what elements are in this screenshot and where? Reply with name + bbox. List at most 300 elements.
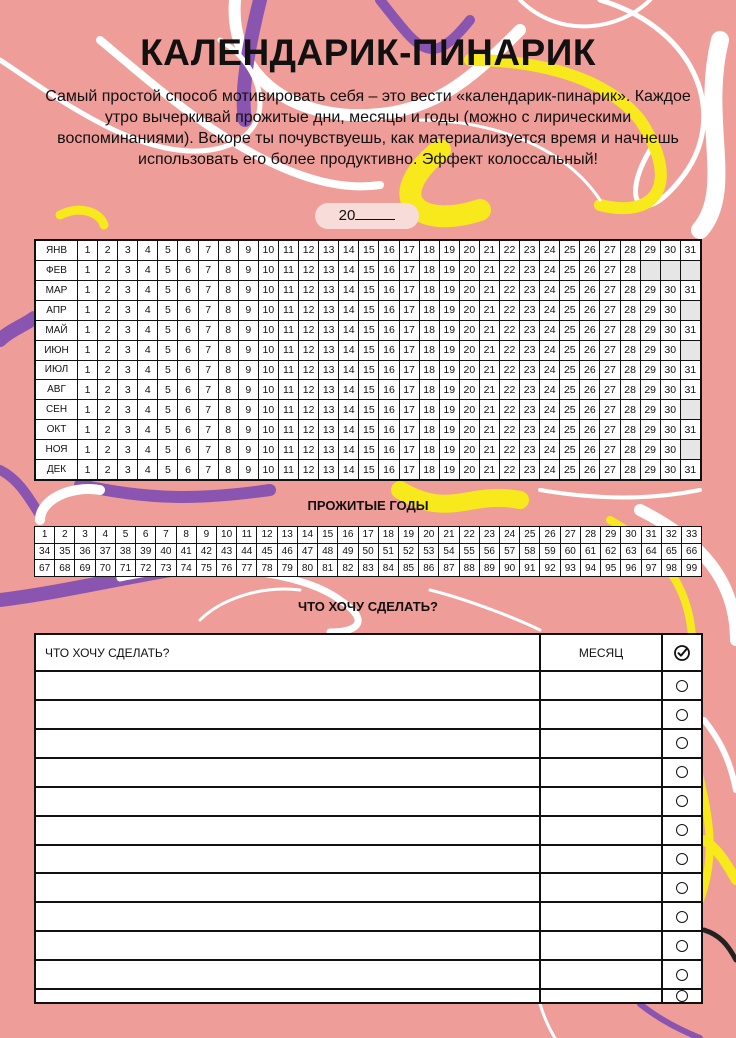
day-cell[interactable]: 9: [239, 321, 259, 340]
day-cell[interactable]: 16: [379, 321, 399, 340]
year-cell[interactable]: 93: [561, 560, 581, 576]
day-cell[interactable]: 29: [641, 460, 661, 479]
day-cell[interactable]: 8: [219, 341, 239, 360]
day-cell[interactable]: 9: [239, 460, 259, 479]
year-cell[interactable]: 57: [500, 544, 520, 560]
day-cell[interactable]: 22: [500, 420, 520, 439]
day-cell[interactable]: 4: [138, 460, 158, 479]
day-cell[interactable]: 22: [500, 440, 520, 459]
day-cell[interactable]: 18: [420, 380, 440, 399]
year-cell[interactable]: 33: [686, 529, 698, 541]
day-cell[interactable]: 2: [98, 341, 118, 360]
day-cell[interactable]: 17: [400, 361, 420, 380]
todo-task-cell[interactable]: [36, 788, 541, 815]
year-cell[interactable]: 12: [257, 527, 277, 543]
day-cell[interactable]: 14: [339, 420, 359, 439]
day-cell[interactable]: 19: [440, 261, 460, 280]
day-cell[interactable]: 27: [600, 400, 620, 419]
day-cell[interactable]: 14: [339, 380, 359, 399]
day-cell[interactable]: 12: [299, 420, 319, 439]
day-cell[interactable]: 12: [299, 380, 319, 399]
day-cell[interactable]: 8: [219, 281, 239, 300]
day-cell[interactable]: 2: [98, 420, 118, 439]
day-cell[interactable]: 3: [118, 261, 138, 280]
day-cell[interactable]: 15: [359, 241, 379, 260]
day-cell[interactable]: 22: [500, 460, 520, 479]
day-cell[interactable]: 16: [379, 400, 399, 419]
day-cell[interactable]: 26: [580, 420, 600, 439]
day-cell[interactable]: 4: [138, 420, 158, 439]
year-cell[interactable]: 67: [35, 560, 55, 576]
day-cell[interactable]: 24: [540, 361, 560, 380]
todo-month-cell[interactable]: [541, 788, 663, 815]
day-cell[interactable]: 21: [480, 361, 500, 380]
day-cell[interactable]: 15: [359, 361, 379, 380]
year-cell[interactable]: 61: [581, 544, 601, 560]
todo-check-cell[interactable]: [663, 730, 701, 757]
year-cell[interactable]: 47: [298, 544, 318, 560]
day-cell[interactable]: 7: [199, 281, 219, 300]
year-cell[interactable]: 56: [480, 544, 500, 560]
day-cell[interactable]: 11: [279, 440, 299, 459]
todo-task-cell[interactable]: [36, 730, 541, 757]
day-cell[interactable]: 25: [560, 301, 580, 320]
day-cell[interactable]: 2: [98, 361, 118, 380]
day-cell[interactable]: 30: [661, 400, 681, 419]
day-cell[interactable]: 12: [299, 460, 319, 479]
year-cell[interactable]: 92: [540, 560, 560, 576]
todo-task-cell[interactable]: [36, 701, 541, 728]
day-cell[interactable]: 3: [118, 420, 138, 439]
day-cell[interactable]: 26: [580, 261, 600, 280]
day-cell[interactable]: 15: [359, 301, 379, 320]
day-cell[interactable]: 27: [600, 301, 620, 320]
day-cell[interactable]: 5: [158, 261, 178, 280]
day-cell[interactable]: 11: [279, 380, 299, 399]
day-cell[interactable]: 28: [621, 460, 641, 479]
year-cell[interactable]: 77: [237, 560, 257, 576]
year-cell[interactable]: 27: [561, 527, 581, 543]
day-cell[interactable]: 4: [138, 400, 158, 419]
day-cell[interactable]: 13: [319, 301, 339, 320]
year-cell[interactable]: 40: [156, 544, 176, 560]
day-cell[interactable]: 17: [400, 261, 420, 280]
day-cell[interactable]: 30: [661, 321, 681, 340]
day-cell[interactable]: 28: [621, 440, 641, 459]
day-cell[interactable]: 17: [400, 440, 420, 459]
year-cell[interactable]: 69: [75, 560, 95, 576]
day-cell[interactable]: 20: [460, 261, 480, 280]
day-cell[interactable]: 28: [621, 380, 641, 399]
day-cell[interactable]: 5: [158, 321, 178, 340]
year-cell[interactable]: 4: [96, 527, 116, 543]
day-cell[interactable]: 3: [118, 321, 138, 340]
year-cell[interactable]: 64: [642, 544, 662, 560]
day-cell[interactable]: 10: [259, 341, 279, 360]
day-cell[interactable]: 27: [600, 341, 620, 360]
day-cell[interactable]: 18: [420, 361, 440, 380]
todo-task-cell[interactable]: [36, 903, 541, 930]
day-cell[interactable]: 8: [219, 440, 239, 459]
day-cell[interactable]: 9: [239, 261, 259, 280]
day-cell[interactable]: 18: [420, 420, 440, 439]
day-cell[interactable]: 21: [480, 400, 500, 419]
day-cell[interactable]: 14: [339, 301, 359, 320]
day-cell[interactable]: 29: [641, 380, 661, 399]
day-cell[interactable]: 2: [98, 380, 118, 399]
day-cell[interactable]: 8: [219, 420, 239, 439]
day-cell[interactable]: 29: [641, 420, 661, 439]
day-cell[interactable]: 19: [440, 361, 460, 380]
year-cell[interactable]: 97: [642, 560, 662, 576]
day-cell[interactable]: 29: [641, 241, 661, 260]
day-cell[interactable]: 28: [621, 400, 641, 419]
day-cell[interactable]: 3: [118, 281, 138, 300]
year-cell[interactable]: 88: [460, 560, 480, 576]
day-cell[interactable]: 17: [400, 321, 420, 340]
day-cell[interactable]: 7: [199, 241, 219, 260]
day-cell[interactable]: 19: [440, 460, 460, 479]
year-cell[interactable]: 11: [237, 527, 257, 543]
day-cell[interactable]: 2: [98, 301, 118, 320]
day-cell[interactable]: 5: [158, 460, 178, 479]
day-cell[interactable]: 3: [118, 460, 138, 479]
day-cell[interactable]: 15: [359, 380, 379, 399]
year-cell[interactable]: 50: [359, 544, 379, 560]
year-cell[interactable]: 58: [520, 544, 540, 560]
year-cell[interactable]: 36: [75, 544, 95, 560]
todo-task-cell[interactable]: [36, 961, 541, 988]
day-cell[interactable]: 11: [279, 341, 299, 360]
day-cell[interactable]: 24: [540, 440, 560, 459]
day-cell[interactable]: 2: [98, 241, 118, 260]
year-cell[interactable]: 55: [460, 544, 480, 560]
day-cell[interactable]: 21: [480, 321, 500, 340]
day-cell[interactable]: 14: [339, 440, 359, 459]
day-cell[interactable]: 18: [420, 261, 440, 280]
day-cell[interactable]: 13: [319, 241, 339, 260]
day-cell[interactable]: 6: [178, 341, 198, 360]
day-cell[interactable]: 22: [500, 281, 520, 300]
year-cell[interactable]: 28: [581, 527, 601, 543]
todo-check-cell[interactable]: [663, 788, 701, 815]
year-cell[interactable]: 21: [439, 527, 459, 543]
day-cell[interactable]: 5: [158, 341, 178, 360]
day-cell[interactable]: 3: [118, 241, 138, 260]
day-cell[interactable]: 1: [78, 361, 98, 380]
todo-check-cell[interactable]: [663, 759, 701, 786]
day-cell[interactable]: 23: [520, 341, 540, 360]
day-cell[interactable]: 13: [319, 380, 339, 399]
todo-month-cell[interactable]: [541, 672, 663, 699]
year-cell[interactable]: 78: [257, 560, 277, 576]
year-cell[interactable]: 73: [156, 560, 176, 576]
day-cell[interactable]: 26: [580, 341, 600, 360]
year-cell[interactable]: 34: [35, 544, 55, 560]
day-cell[interactable]: 25: [560, 261, 580, 280]
day-cell[interactable]: 11: [279, 321, 299, 340]
day-cell[interactable]: 17: [400, 281, 420, 300]
day-cell[interactable]: 15: [359, 400, 379, 419]
year-cell[interactable]: 30: [621, 527, 641, 543]
year-cell[interactable]: 48: [318, 544, 338, 560]
day-cell[interactable]: 2: [98, 281, 118, 300]
day-cell[interactable]: 7: [199, 301, 219, 320]
day-cell[interactable]: 1: [78, 301, 98, 320]
day-cell[interactable]: 10: [259, 321, 279, 340]
day-cell[interactable]: 27: [600, 241, 620, 260]
day-cell[interactable]: 24: [540, 341, 560, 360]
day-cell[interactable]: 1: [78, 241, 98, 260]
day-cell[interactable]: 20: [460, 400, 480, 419]
year-cell[interactable]: 9: [197, 527, 217, 543]
todo-task-cell[interactable]: [36, 846, 541, 873]
day-cell[interactable]: 25: [560, 281, 580, 300]
day-cell[interactable]: 8: [219, 241, 239, 260]
day-cell[interactable]: 11: [279, 261, 299, 280]
day-cell[interactable]: 24: [540, 380, 560, 399]
day-cell[interactable]: 10: [259, 241, 279, 260]
year-cell[interactable]: 81: [318, 560, 338, 576]
day-cell[interactable]: 27: [600, 420, 620, 439]
day-cell[interactable]: 27: [600, 261, 620, 280]
day-cell[interactable]: 11: [279, 301, 299, 320]
day-cell[interactable]: 6: [178, 361, 198, 380]
day-cell[interactable]: 14: [339, 321, 359, 340]
day-cell[interactable]: 8: [219, 460, 239, 479]
day-cell[interactable]: 9: [239, 301, 259, 320]
day-cell[interactable]: 14: [339, 261, 359, 280]
day-cell[interactable]: 15: [359, 420, 379, 439]
day-cell[interactable]: 2: [98, 460, 118, 479]
day-cell[interactable]: 17: [400, 380, 420, 399]
year-cell[interactable]: 59: [540, 544, 560, 560]
day-cell[interactable]: 16: [379, 361, 399, 380]
year-cell[interactable]: 24: [500, 527, 520, 543]
year-cell[interactable]: 2: [55, 527, 75, 543]
day-cell[interactable]: 25: [560, 341, 580, 360]
day-cell[interactable]: 3: [118, 361, 138, 380]
day-cell[interactable]: 24: [540, 281, 560, 300]
day-cell[interactable]: 10: [259, 301, 279, 320]
day-cell[interactable]: 30: [661, 241, 681, 260]
day-cell[interactable]: 26: [580, 400, 600, 419]
todo-month-cell[interactable]: [541, 961, 663, 988]
day-cell[interactable]: 13: [319, 420, 339, 439]
year-cell[interactable]: 68: [55, 560, 75, 576]
day-cell[interactable]: 26: [580, 380, 600, 399]
day-cell[interactable]: 23: [520, 241, 540, 260]
day-cell[interactable]: 27: [600, 380, 620, 399]
day-cell[interactable]: 10: [259, 281, 279, 300]
day-cell[interactable]: 9: [239, 440, 259, 459]
day-cell[interactable]: 1: [78, 281, 98, 300]
day-cell[interactable]: 15: [359, 261, 379, 280]
day-cell[interactable]: 19: [440, 420, 460, 439]
day-cell[interactable]: 12: [299, 361, 319, 380]
day-cell[interactable]: 21: [480, 460, 500, 479]
day-cell[interactable]: 14: [339, 361, 359, 380]
day-cell[interactable]: 30: [661, 440, 681, 459]
day-cell[interactable]: 26: [580, 440, 600, 459]
day-cell[interactable]: 21: [480, 341, 500, 360]
day-cell[interactable]: 17: [400, 241, 420, 260]
year-cell[interactable]: 32: [662, 527, 682, 543]
day-cell[interactable]: 11: [279, 400, 299, 419]
day-cell[interactable]: 29: [641, 321, 661, 340]
day-cell[interactable]: 16: [379, 440, 399, 459]
day-cell[interactable]: 23: [520, 420, 540, 439]
day-cell[interactable]: 30: [661, 460, 681, 479]
day-cell[interactable]: 8: [219, 321, 239, 340]
year-cell[interactable]: 89: [480, 560, 500, 576]
day-cell[interactable]: 1: [78, 460, 98, 479]
todo-check-cell[interactable]: [663, 701, 701, 728]
day-cell[interactable]: 26: [580, 281, 600, 300]
day-cell[interactable]: 5: [158, 380, 178, 399]
year-cell[interactable]: 22: [460, 527, 480, 543]
day-cell[interactable]: 13: [319, 460, 339, 479]
day-cell[interactable]: 1: [78, 261, 98, 280]
day-cell[interactable]: 5: [158, 241, 178, 260]
year-cell[interactable]: 53: [419, 544, 439, 560]
day-cell[interactable]: 4: [138, 361, 158, 380]
todo-month-cell[interactable]: [541, 701, 663, 728]
day-cell[interactable]: 31: [684, 383, 697, 396]
day-cell[interactable]: 10: [259, 261, 279, 280]
day-cell[interactable]: 27: [600, 321, 620, 340]
day-cell[interactable]: 25: [560, 361, 580, 380]
day-cell[interactable]: 11: [279, 460, 299, 479]
day-cell[interactable]: 25: [560, 380, 580, 399]
day-cell[interactable]: 28: [621, 261, 641, 280]
day-cell[interactable]: 26: [580, 361, 600, 380]
day-cell[interactable]: 14: [339, 241, 359, 260]
day-cell[interactable]: 23: [520, 261, 540, 280]
day-cell[interactable]: 20: [460, 380, 480, 399]
day-cell[interactable]: 16: [379, 420, 399, 439]
day-cell[interactable]: 20: [460, 361, 480, 380]
day-cell[interactable]: 16: [379, 261, 399, 280]
year-cell[interactable]: 49: [338, 544, 358, 560]
day-cell[interactable]: 25: [560, 241, 580, 260]
day-cell[interactable]: 22: [500, 241, 520, 260]
day-cell[interactable]: 25: [560, 321, 580, 340]
year-cell[interactable]: 26: [540, 527, 560, 543]
day-cell[interactable]: 12: [299, 400, 319, 419]
year-cell[interactable]: 1: [35, 527, 55, 543]
day-cell[interactable]: 18: [420, 400, 440, 419]
day-cell[interactable]: 14: [339, 400, 359, 419]
day-cell[interactable]: 9: [239, 400, 259, 419]
year-cell[interactable]: 19: [399, 527, 419, 543]
day-cell[interactable]: 9: [239, 380, 259, 399]
todo-check-cell[interactable]: [663, 817, 701, 844]
todo-month-cell[interactable]: [541, 990, 663, 1002]
day-cell[interactable]: 15: [359, 440, 379, 459]
year-cell[interactable]: 52: [399, 544, 419, 560]
day-cell[interactable]: 3: [118, 400, 138, 419]
day-cell[interactable]: 6: [178, 420, 198, 439]
todo-task-cell[interactable]: [36, 672, 541, 699]
year-cell[interactable]: 65: [662, 544, 682, 560]
year-cell[interactable]: 60: [561, 544, 581, 560]
day-cell[interactable]: 25: [560, 460, 580, 479]
year-cell[interactable]: 66: [686, 546, 698, 557]
todo-month-cell[interactable]: [541, 817, 663, 844]
day-cell[interactable]: 6: [178, 440, 198, 459]
year-cell[interactable]: 44: [237, 544, 257, 560]
day-cell[interactable]: 23: [520, 361, 540, 380]
day-cell[interactable]: 12: [299, 241, 319, 260]
year-cell[interactable]: 76: [217, 560, 237, 576]
day-cell[interactable]: 27: [600, 361, 620, 380]
day-cell[interactable]: 15: [359, 281, 379, 300]
year-cell[interactable]: 70: [96, 560, 116, 576]
day-cell[interactable]: 30: [661, 281, 681, 300]
day-cell[interactable]: 29: [641, 400, 661, 419]
todo-task-cell[interactable]: [36, 817, 541, 844]
year-cell[interactable]: 43: [217, 544, 237, 560]
year-cell[interactable]: 84: [379, 560, 399, 576]
day-cell[interactable]: 16: [379, 341, 399, 360]
day-cell[interactable]: 14: [339, 281, 359, 300]
day-cell[interactable]: 1: [78, 380, 98, 399]
day-cell[interactable]: 7: [199, 440, 219, 459]
todo-check-cell[interactable]: [663, 672, 701, 699]
day-cell[interactable]: 27: [600, 281, 620, 300]
day-cell[interactable]: 18: [420, 281, 440, 300]
day-cell[interactable]: 6: [178, 400, 198, 419]
todo-check-cell[interactable]: [663, 961, 701, 988]
year-cell[interactable]: 41: [177, 544, 197, 560]
day-cell[interactable]: 20: [460, 301, 480, 320]
year-cell[interactable]: 8: [177, 527, 197, 543]
day-cell[interactable]: 2: [98, 440, 118, 459]
year-cell[interactable]: 86: [419, 560, 439, 576]
day-cell[interactable]: 5: [158, 420, 178, 439]
year-cell[interactable]: 20: [419, 527, 439, 543]
day-cell[interactable]: 11: [279, 420, 299, 439]
day-cell[interactable]: 11: [279, 281, 299, 300]
day-cell[interactable]: 8: [219, 301, 239, 320]
year-cell[interactable]: 39: [136, 544, 156, 560]
day-cell[interactable]: 18: [420, 321, 440, 340]
day-cell[interactable]: 3: [118, 301, 138, 320]
day-cell[interactable]: 6: [178, 380, 198, 399]
day-cell[interactable]: 31: [684, 324, 697, 337]
year-cell[interactable]: 80: [298, 560, 318, 576]
day-cell[interactable]: 21: [480, 440, 500, 459]
day-cell[interactable]: 23: [520, 301, 540, 320]
day-cell[interactable]: 7: [199, 420, 219, 439]
year-cell[interactable]: 29: [601, 527, 621, 543]
day-cell[interactable]: 26: [580, 241, 600, 260]
day-cell[interactable]: 31: [684, 244, 697, 257]
day-cell[interactable]: 30: [661, 420, 681, 439]
day-cell[interactable]: 22: [500, 261, 520, 280]
day-cell[interactable]: 14: [339, 460, 359, 479]
day-cell[interactable]: 18: [420, 460, 440, 479]
day-cell[interactable]: 20: [460, 341, 480, 360]
day-cell[interactable]: 12: [299, 440, 319, 459]
day-cell[interactable]: 19: [440, 341, 460, 360]
year-cell[interactable]: 82: [338, 560, 358, 576]
day-cell[interactable]: 24: [540, 400, 560, 419]
day-cell[interactable]: 24: [540, 321, 560, 340]
day-cell[interactable]: 2: [98, 261, 118, 280]
day-cell[interactable]: 4: [138, 281, 158, 300]
